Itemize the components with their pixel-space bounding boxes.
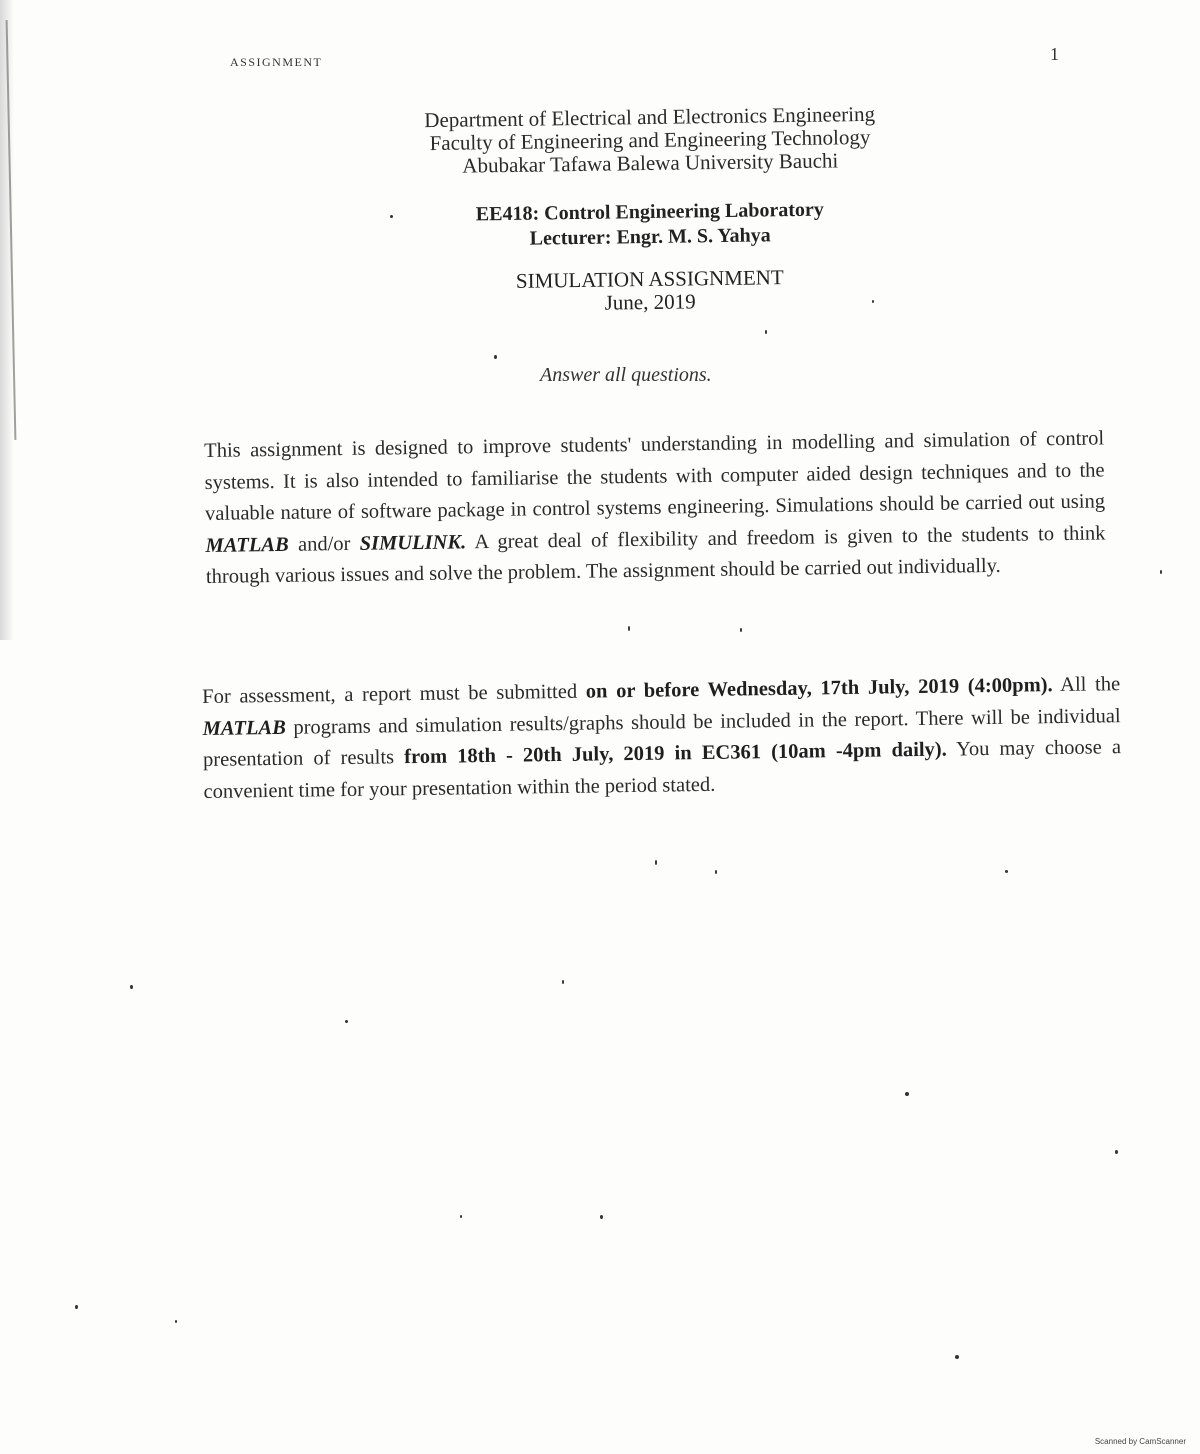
course-block <box>300 195 1001 255</box>
scan-speck <box>1005 870 1008 873</box>
assessment-text-d: You may choose a convenient time for your presentation within the period stated. <box>203 736 1122 803</box>
intro-text-a: This assignment is designed to improve students' understanding in modelling and simulation of control systems. It is also intended to familiarise the students with computer aided design techniques and to the valuable nature of software package in control systems engineering. Simulations should be carried out using <box>204 427 1106 525</box>
assessment-text-a: For assessment, a report must be submitted <box>202 680 586 708</box>
scan-speck <box>628 626 630 631</box>
scan-speck <box>905 1092 909 1096</box>
assignment-date: June, 2019 <box>604 289 696 315</box>
assignment-title-block <box>300 263 1001 319</box>
scan-speck <box>1115 1150 1118 1154</box>
software-matlab: MATLAB <box>205 533 289 557</box>
scan-speck <box>655 860 657 865</box>
university-name: Abubakar Tafawa Balewa University Bauchi <box>462 148 839 178</box>
lecturer-name: Lecturer: Engr. M. S. Yahya <box>529 224 771 250</box>
scan-speck <box>1160 570 1162 574</box>
assessment-text-c: programs and simulation results/graphs should be included in the report. There will be individual presentation of results <box>202 704 1121 771</box>
scan-speck <box>75 1305 78 1309</box>
assessment-text-b: All the <box>1052 673 1121 697</box>
scan-speck <box>130 985 133 989</box>
scan-speck <box>562 980 564 984</box>
page-number: 1 <box>1050 44 1059 64</box>
scan-speck <box>175 1320 177 1323</box>
institution-block <box>300 101 1001 180</box>
scan-speck <box>345 1020 348 1023</box>
submission-deadline: on or before Wednesday, 17th July, 2019 (4:00pm). <box>585 674 1053 703</box>
scan-speck <box>460 1215 462 1218</box>
course-title: EE418: Control Engineering Laboratory <box>475 198 824 226</box>
scan-speck <box>494 355 497 359</box>
department-name: Department of Electrical and Electronics Engineering <box>424 101 876 133</box>
intro-paragraph <box>204 423 1106 593</box>
faculty-name: Faculty of Engineering and Engineering Technology <box>429 124 871 156</box>
instruction-text: Answer all questions. <box>540 364 712 386</box>
scan-speck <box>600 1215 603 1219</box>
scan-speck <box>765 330 767 334</box>
scan-speck <box>740 628 742 632</box>
assignment-header-label: ASSIGNMENT <box>230 55 323 69</box>
software-simulink: SIMULINK. <box>359 530 467 555</box>
scan-speck <box>955 1355 959 1359</box>
assessment-paragraph <box>202 669 1122 808</box>
intro-text-c: A great deal of flexibility and freedom is given to the students to think through various issues and solve the problem. The assignment should be carried out individually. <box>205 521 1106 588</box>
assignment-title: SIMULATION ASSIGNMENT <box>515 265 784 293</box>
presentation-period: from 18th - 20th July, 2019 in EC361 (10am -4pm daily). <box>404 738 947 769</box>
scan-speck <box>715 870 717 874</box>
software-matlab-2: MATLAB <box>202 716 286 740</box>
intro-text-b: and/or <box>288 532 360 556</box>
scanner-watermark: Scanned by CamScanner <box>1094 1437 1186 1446</box>
